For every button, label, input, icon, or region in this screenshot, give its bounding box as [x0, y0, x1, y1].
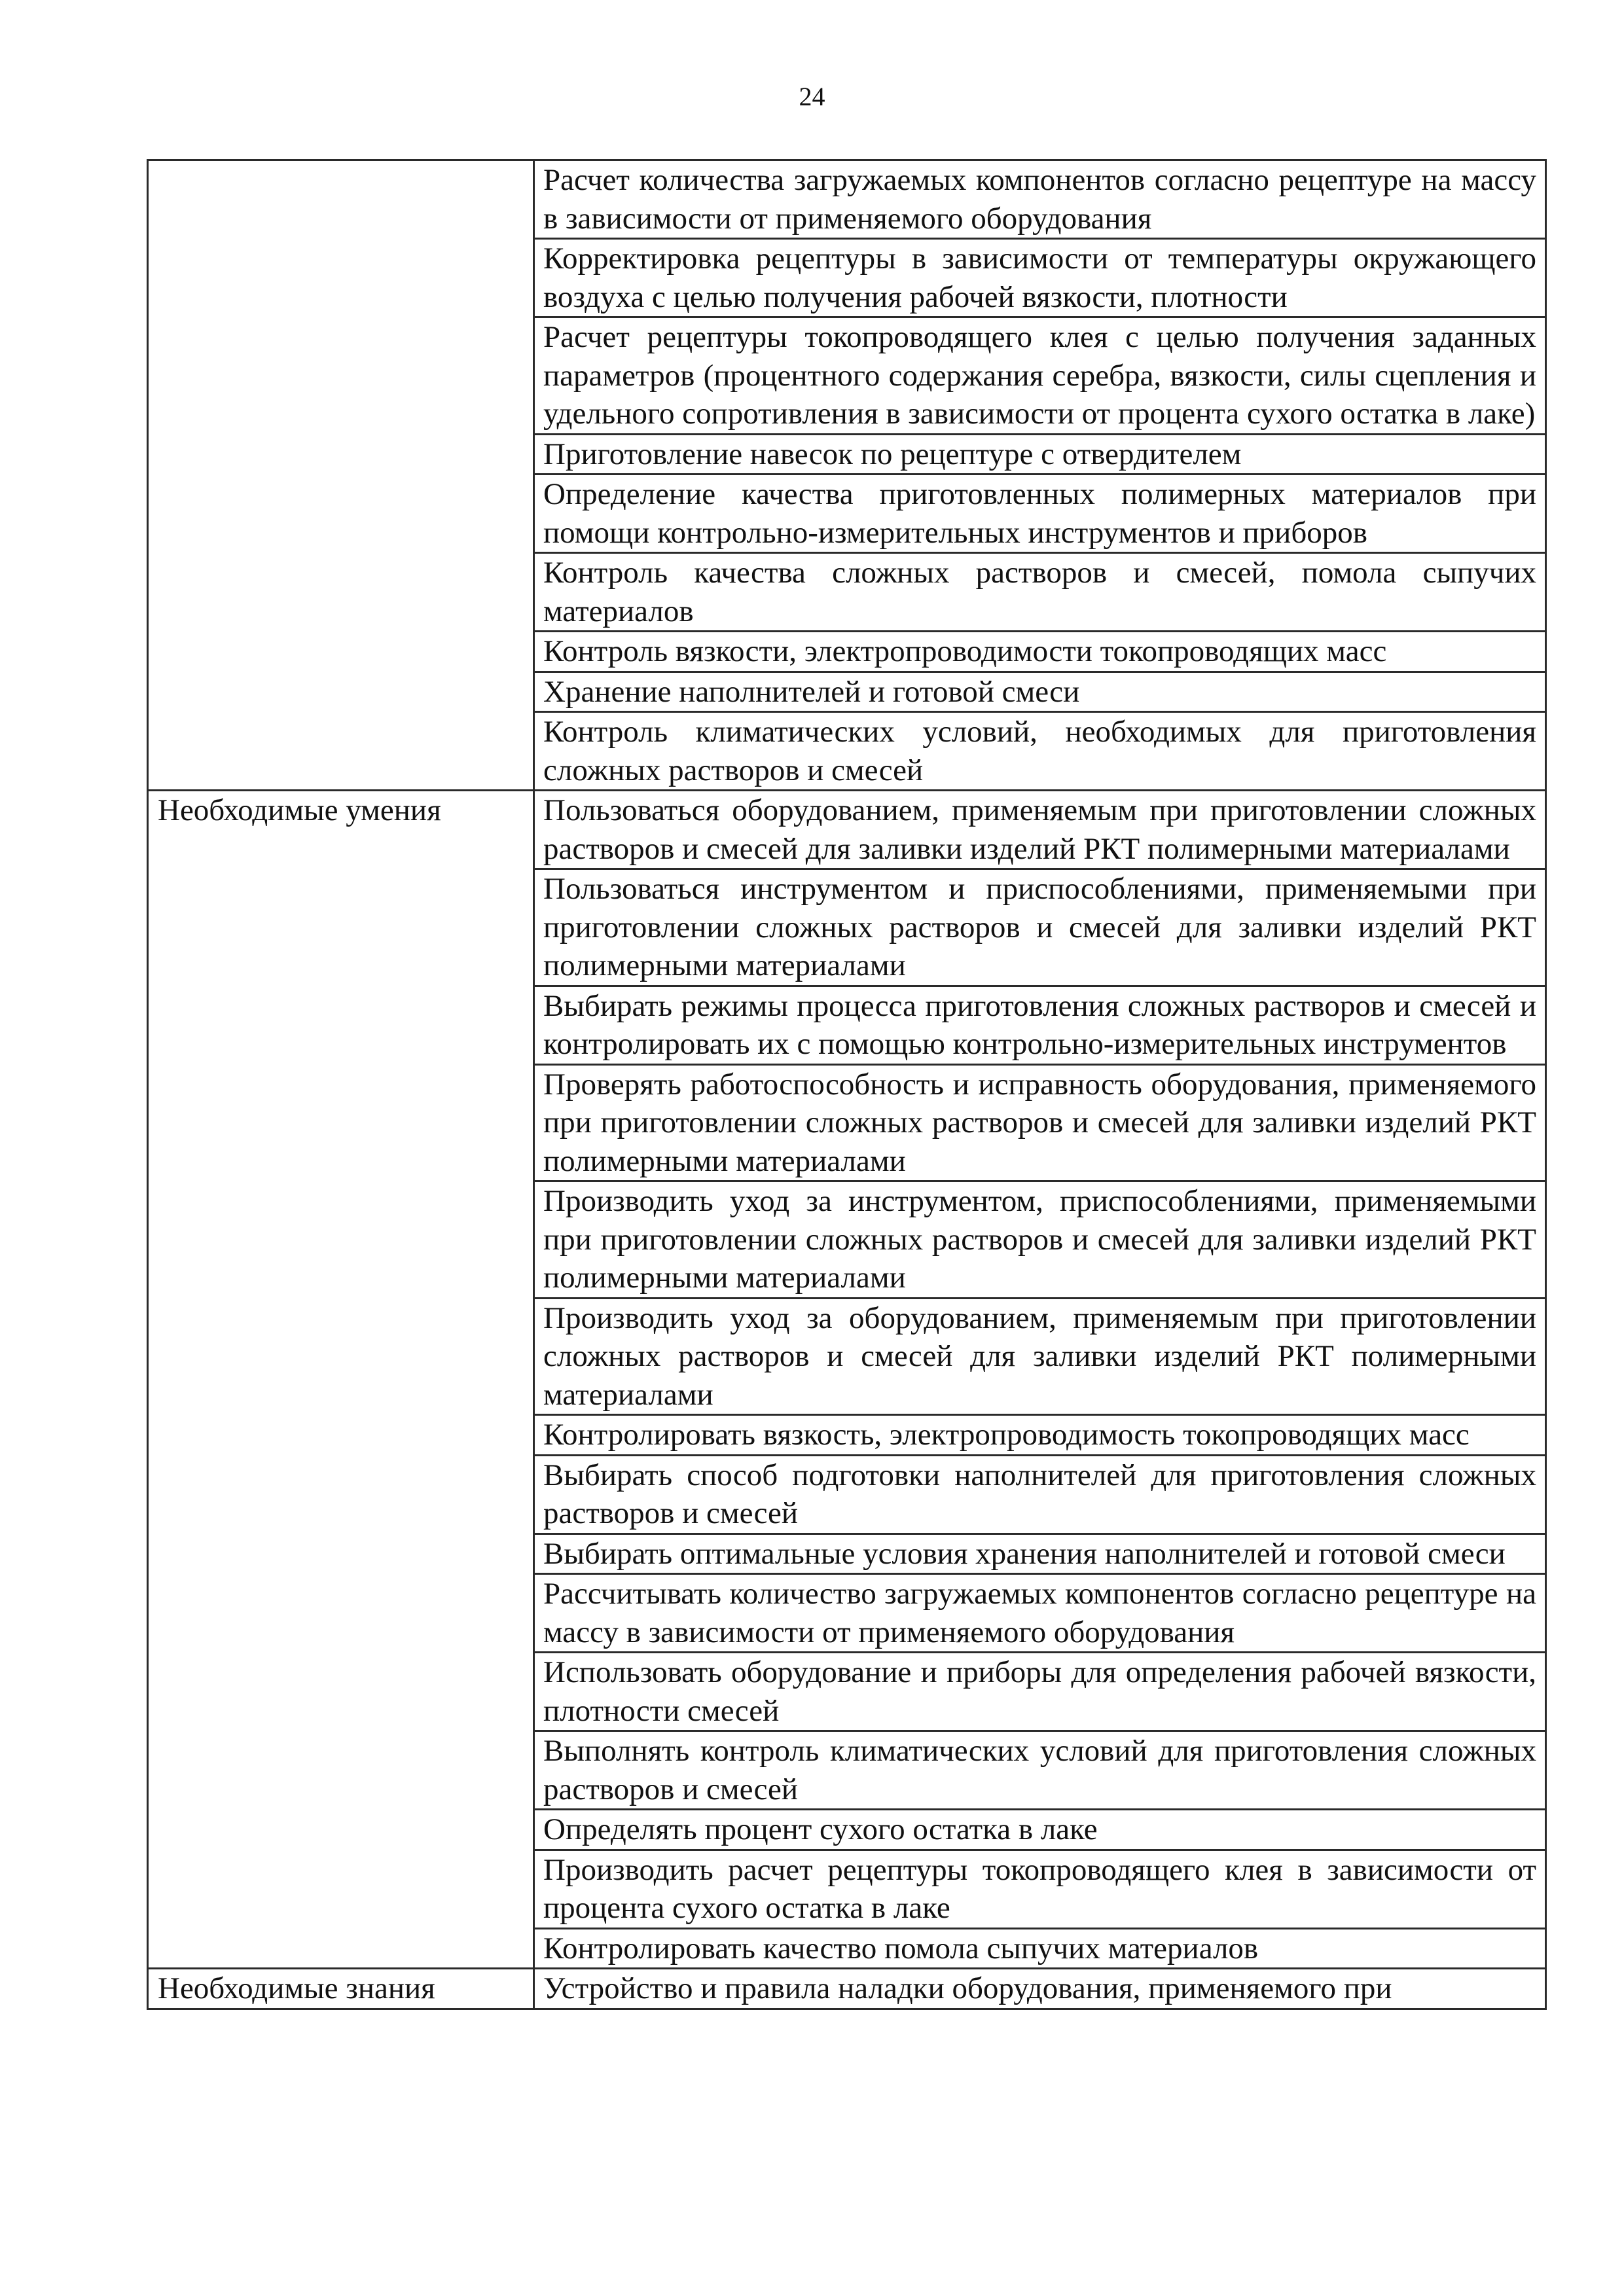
requirement-text: Выбирать режимы процесса приготовления сложных растворов и смесей и контролировать их с помощью контрольно-измерительных инструментов	[543, 988, 1536, 1061]
requirement-text: Приготовление навесок по рецептуре с отвердителем	[543, 437, 1242, 471]
requirement-text: Контроль климатических условий, необходимых для приготовления сложных растворов и смесей	[543, 715, 1536, 787]
requirement-text: Использовать оборудование и приборы для определения рабочей вязкости, плотности смесей	[543, 1655, 1536, 1728]
requirement-cell	[534, 317, 1546, 435]
requirement-text: Контролировать качество помола сыпучих материалов	[543, 1931, 1259, 1965]
page-number: 24	[799, 82, 825, 111]
requirement-text: Выбирать оптимальные условия хранения наполнителей и готовой смеси	[543, 1536, 1506, 1571]
requirement-cell	[534, 1810, 1546, 1850]
requirement-text: Выполнять контроль климатических условий для приготовления сложных растворов и смесей	[543, 1734, 1536, 1806]
requirement-text: Расчет рецептуры токопроводящего клея с целью получения заданных параметров (процентного содержания серебра, вязкости, силы сцепления и удельного сопротивления в зависимости от процента сухого остатка в лаке)	[543, 320, 1536, 431]
requirement-cell	[534, 1181, 1546, 1299]
requirement-cell	[534, 475, 1546, 553]
requirement-cell	[534, 434, 1546, 475]
requirement-cell	[534, 869, 1546, 986]
requirement-cell	[534, 1731, 1546, 1810]
requirement-cell	[534, 986, 1546, 1064]
requirement-text: Корректировка рецептуры в зависимости от температуры окружающего воздуха с целью получения рабочей вязкости, плотности	[543, 242, 1536, 314]
requirement-text: Проверять работоспособность и исправность оборудования, применяемого при приготовлении сложных растворов и смесей для заливки изделий РКТ полимерными материалами	[543, 1067, 1536, 1178]
table-row	[148, 791, 1546, 869]
requirement-cell	[534, 1415, 1546, 1456]
requirement-cell	[534, 160, 1546, 239]
requirement-text: Производить уход за оборудованием, применяемым при приготовлении сложных растворов и смесей для заливки изделий РКТ полимерными материалами	[543, 1300, 1536, 1412]
requirement-text: Контроль качества сложных растворов и смесей, помола сыпучих материалов	[543, 556, 1536, 628]
requirement-cell	[534, 1298, 1546, 1415]
table-row	[148, 160, 1546, 239]
section-label	[148, 160, 534, 791]
requirements-table-body	[148, 160, 1546, 2009]
requirement-cell	[534, 1455, 1546, 1534]
requirement-cell	[534, 1574, 1546, 1653]
requirement-text: Устройство и правила наладки оборудования, применяемого при	[543, 1971, 1392, 2005]
table-row	[148, 1969, 1546, 2009]
requirement-cell	[534, 1534, 1546, 1574]
requirement-cell	[534, 1928, 1546, 1969]
requirement-cell	[534, 712, 1546, 791]
requirement-cell	[534, 632, 1546, 672]
requirement-text: Пользоваться оборудованием, применяемым при приготовлении сложных растворов и смесей для заливки изделий РКТ полимерными материалами	[543, 793, 1536, 866]
requirement-text: Расчет количества загружаемых компонентов согласно рецептуре на массу в зависимости от применяемого оборудования	[543, 163, 1536, 236]
requirement-cell	[534, 1653, 1546, 1731]
requirement-text: Определять процент сухого остатка в лаке	[543, 1812, 1098, 1846]
requirement-text: Рассчитывать количество загружаемых компонентов согласно рецептуре на массу в зависимости от применяемого оборудования	[543, 1577, 1536, 1649]
requirement-cell	[534, 239, 1546, 317]
section-label: Необходимые знания	[148, 1969, 534, 2009]
requirement-cell	[534, 791, 1546, 869]
requirement-text: Контролировать вязкость, электропроводимость токопроводящих масс	[543, 1418, 1470, 1452]
requirement-cell	[534, 1969, 1546, 2009]
requirement-cell	[534, 1850, 1546, 1928]
section-label: Необходимые умения	[148, 791, 534, 1969]
requirement-text: Хранение наполнителей и готовой смеси	[543, 674, 1080, 709]
requirement-cell	[534, 1064, 1546, 1181]
requirement-cell	[534, 553, 1546, 632]
requirements-table	[147, 159, 1547, 2010]
requirement-cell	[534, 672, 1546, 712]
requirement-text: Определение качества приготовленных полимерных материалов при помощи контрольно-измерительных инструментов и приборов	[543, 477, 1536, 550]
requirement-text: Пользоваться инструментом и приспособлениями, применяемыми при приготовлении сложных растворов и смесей для заливки изделий РКТ полимерными материалами	[543, 872, 1536, 982]
requirement-text: Производить расчет рецептуры токопроводящего клея в зависимости от процента сухого остатка в лаке	[543, 1852, 1536, 1925]
requirement-text: Выбирать способ подготовки наполнителей для приготовления сложных растворов и смесей	[543, 1458, 1536, 1530]
requirement-text: Контроль вязкости, электропроводимости токопроводящих масс	[543, 634, 1387, 668]
requirement-text: Производить уход за инструментом, приспособлениями, применяемыми при приготовлении сложных растворов и смесей для заливки изделий РКТ полимерными материалами	[543, 1184, 1536, 1295]
